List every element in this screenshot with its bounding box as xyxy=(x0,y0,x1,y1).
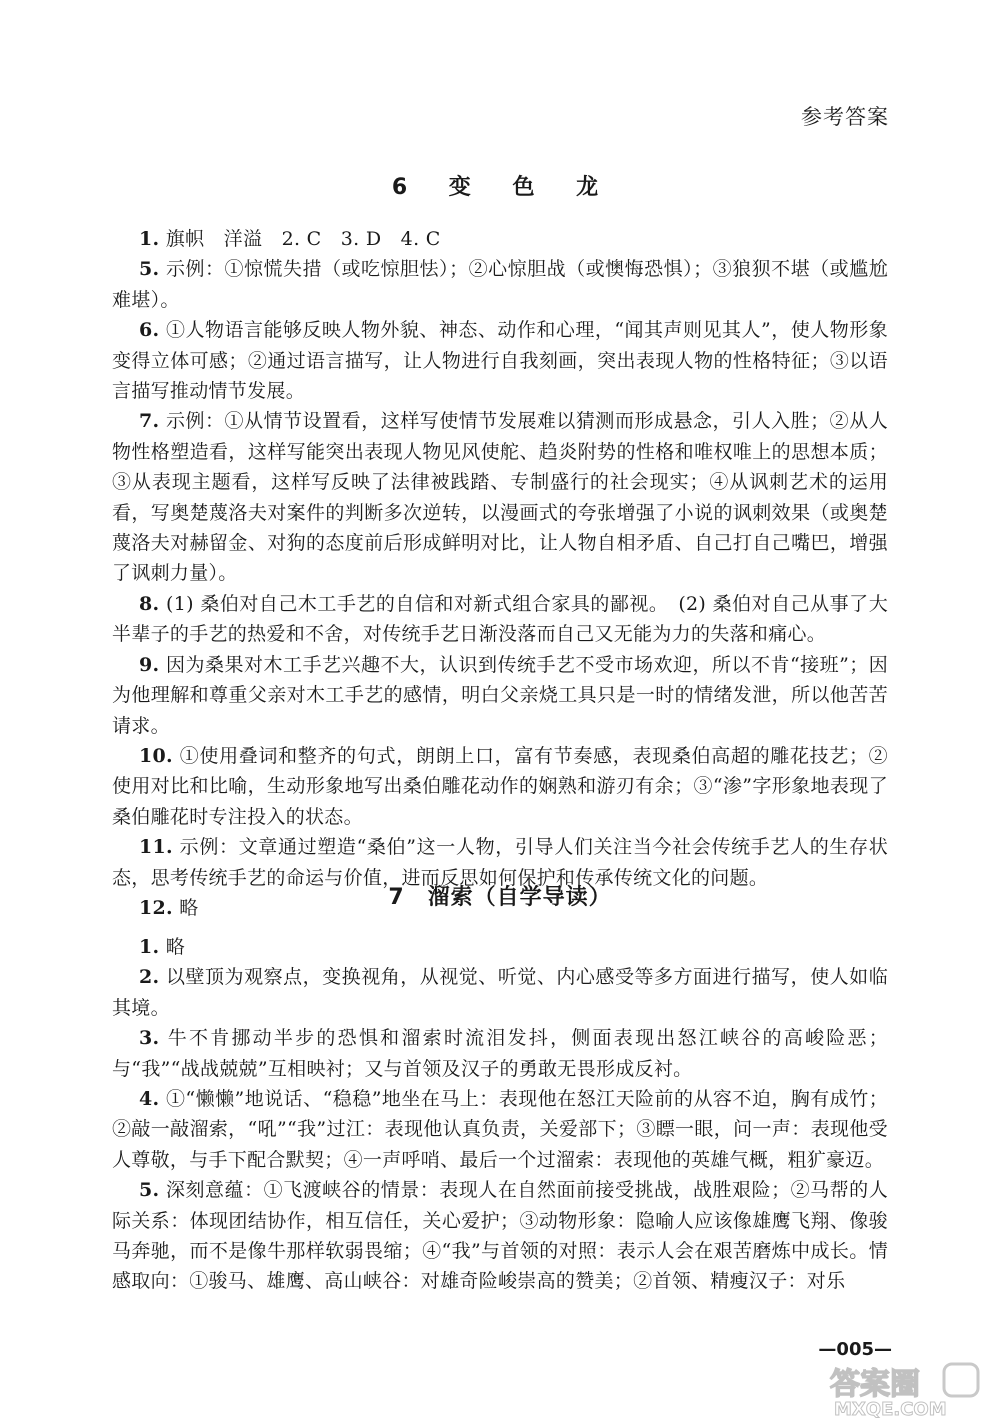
answer-text: 因为桑果对木工手艺兴趣不大，认识到传统手艺不受市场欢迎，所以不肯“接班”；因为他理解和尊重父亲对木工手艺的感情，明白父亲烧工具只是一时的情绪发泄，所以他苦苦请求。 xyxy=(112,653,888,737)
answer-text: 旗帜 洋溢 2. C 3. D 4. C xyxy=(159,228,441,250)
answer-number: 2. xyxy=(139,966,160,989)
answer-number: 5. xyxy=(139,258,160,281)
answer-number: 9. xyxy=(139,653,160,676)
answers-section-6 xyxy=(112,224,888,923)
answer-number: 10. xyxy=(139,744,173,767)
answer-item xyxy=(112,932,888,962)
answer-item xyxy=(112,1175,888,1297)
watermark-url: MXQE.COM xyxy=(834,1399,947,1418)
answer-item xyxy=(112,224,888,254)
answer-number: 4. xyxy=(139,1088,160,1111)
answer-text: 牛不肯挪动半步的恐惧和溜索时流泪发抖，侧面表现出怒江峡谷的高峻险恶；与“我”“战战兢兢”互相映衬；又与首领及汉子的勇敢无畏形成反衬。 xyxy=(112,1027,888,1080)
answer-text: 略 xyxy=(172,896,199,919)
answer-number: 11. xyxy=(139,836,173,859)
running-head: 参考答案 xyxy=(801,105,889,129)
answer-item xyxy=(112,315,888,406)
answer-item xyxy=(112,650,888,741)
page-number: —005— xyxy=(818,1339,892,1360)
watermark-text: 答案圈 xyxy=(830,1367,920,1402)
answer-text: 示例：文章通过塑造“桑伯”这一人物，引导人们关注当今社会传统手艺人的生存状态，思考传统手艺的命运与价值，进而反思如何保护和传承传统文化的问题。 xyxy=(112,836,888,889)
answer-text: ①人物语言能够反映人物外貌、神态、动作和心理，“闻其声则见其人”，使人物形象变得立体可感；②通过语言描写，让人物进行自我刻画，突出表现人物的性格特征；③以语言描写推动情节发展。 xyxy=(112,319,888,403)
answer-item xyxy=(112,741,888,832)
answer-item xyxy=(112,589,888,650)
answer-number: 12. xyxy=(139,896,173,919)
answer-text: 略 xyxy=(159,936,186,958)
answer-text: ①“懒懒”地说话、“稳稳”地坐在马上：表现他在怒江天险前的从容不迫，胸有成竹；②敲一敲溜索，“吼”“我”过江：表现他认真负责，关爱部下；③瞟一眼，问一声：表现他受人尊敬，与手下配合默契；④一声呼哨、最后一个过溜索：表现他的英雄气概，粗犷豪迈。 xyxy=(112,1088,888,1171)
answer-text: 深刻意蕴：①飞渡峡谷的情景：表现人在自然面前接受挑战，战胜艰险；②马帮的人际关系：体现团结协作，相互信任，关心爱护；③动物形象：隐喻人应该像雄鹰飞翔、像骏马奔驰，而不是像牛那样软弱畏缩；④“我”与首领的对照：表示人会在艰苦磨炼中成长。情感取向：①骏马、雄鹰、高山峡谷：对雄奇险峻崇高的赞美；②首领、精瘦汉子：对乐 xyxy=(112,1179,888,1293)
answer-item xyxy=(112,962,888,1023)
answer-number: 3. xyxy=(139,1027,160,1050)
answer-number: 8. xyxy=(139,592,160,615)
answer-item xyxy=(112,1023,888,1084)
answer-number: 1. xyxy=(139,228,160,250)
answer-number: 1. xyxy=(139,936,160,958)
answer-number: 7. xyxy=(139,410,160,433)
answer-text: 示例：①从情节设置看，这样写使情节发展难以猜测而形成悬念，引人入胜；②从人物性格塑造看，这样写能突出表现人物见风使舵、趋炎附势的性格和唯权唯上的思想本质；③从表现主题看，这样写反映了法律被践踏、专制盛行的社会现实；④从讽刺艺术的运用看，写奥楚蔑洛夫对案件的判断多次逆转，以漫画式的夸张增强了小说的讽刺效果（或奥楚蔑洛夫对赫留金、对狗的态度前后形成鲜明对比，让人物自相矛盾、自己打自己嘴巴，增强了讽刺力量）。 xyxy=(112,410,888,585)
answer-text: 示例：①惊慌失措（或吃惊胆怯）；②心惊胆战（或懊悔恐惧）；③狼狈不堪（或尴尬难堪）。 xyxy=(112,258,888,311)
section-title-6: 6 变 色 龙 xyxy=(391,175,609,200)
answer-item xyxy=(112,1084,888,1175)
section-title-7: 7 溜索（自学导读） xyxy=(388,885,612,910)
answer-text: 以壁顶为观察点，变换视角，从视觉、听觉、内心感受等多方面进行描写，使人如临其境。 xyxy=(112,966,888,1019)
answer-item xyxy=(112,254,888,315)
answer-number: 5. xyxy=(139,1179,160,1202)
answer-number: 6. xyxy=(139,319,160,342)
answer-item xyxy=(112,406,888,588)
answer-text: ①使用叠词和整齐的句式，朗朗上口，富有节奏感，表现桑伯高超的雕花技艺；②使用对比和比喻，生动形象地写出桑伯雕花动作的娴熟和游刃有余；③“渗”字形象地表现了桑伯雕花时专注投入的状态。 xyxy=(112,744,888,828)
watermark-logo xyxy=(826,1362,994,1418)
answer-text: (1) 桑伯对自己木工手艺的自信和对新式组合家具的鄙视。 (2) 桑伯对自己从事了大半辈子的手艺的热爱和不舍，对传统手艺日渐没落而自己又无能为力的失落和痛心。 xyxy=(112,592,888,646)
answers-section-7 xyxy=(112,932,888,1297)
